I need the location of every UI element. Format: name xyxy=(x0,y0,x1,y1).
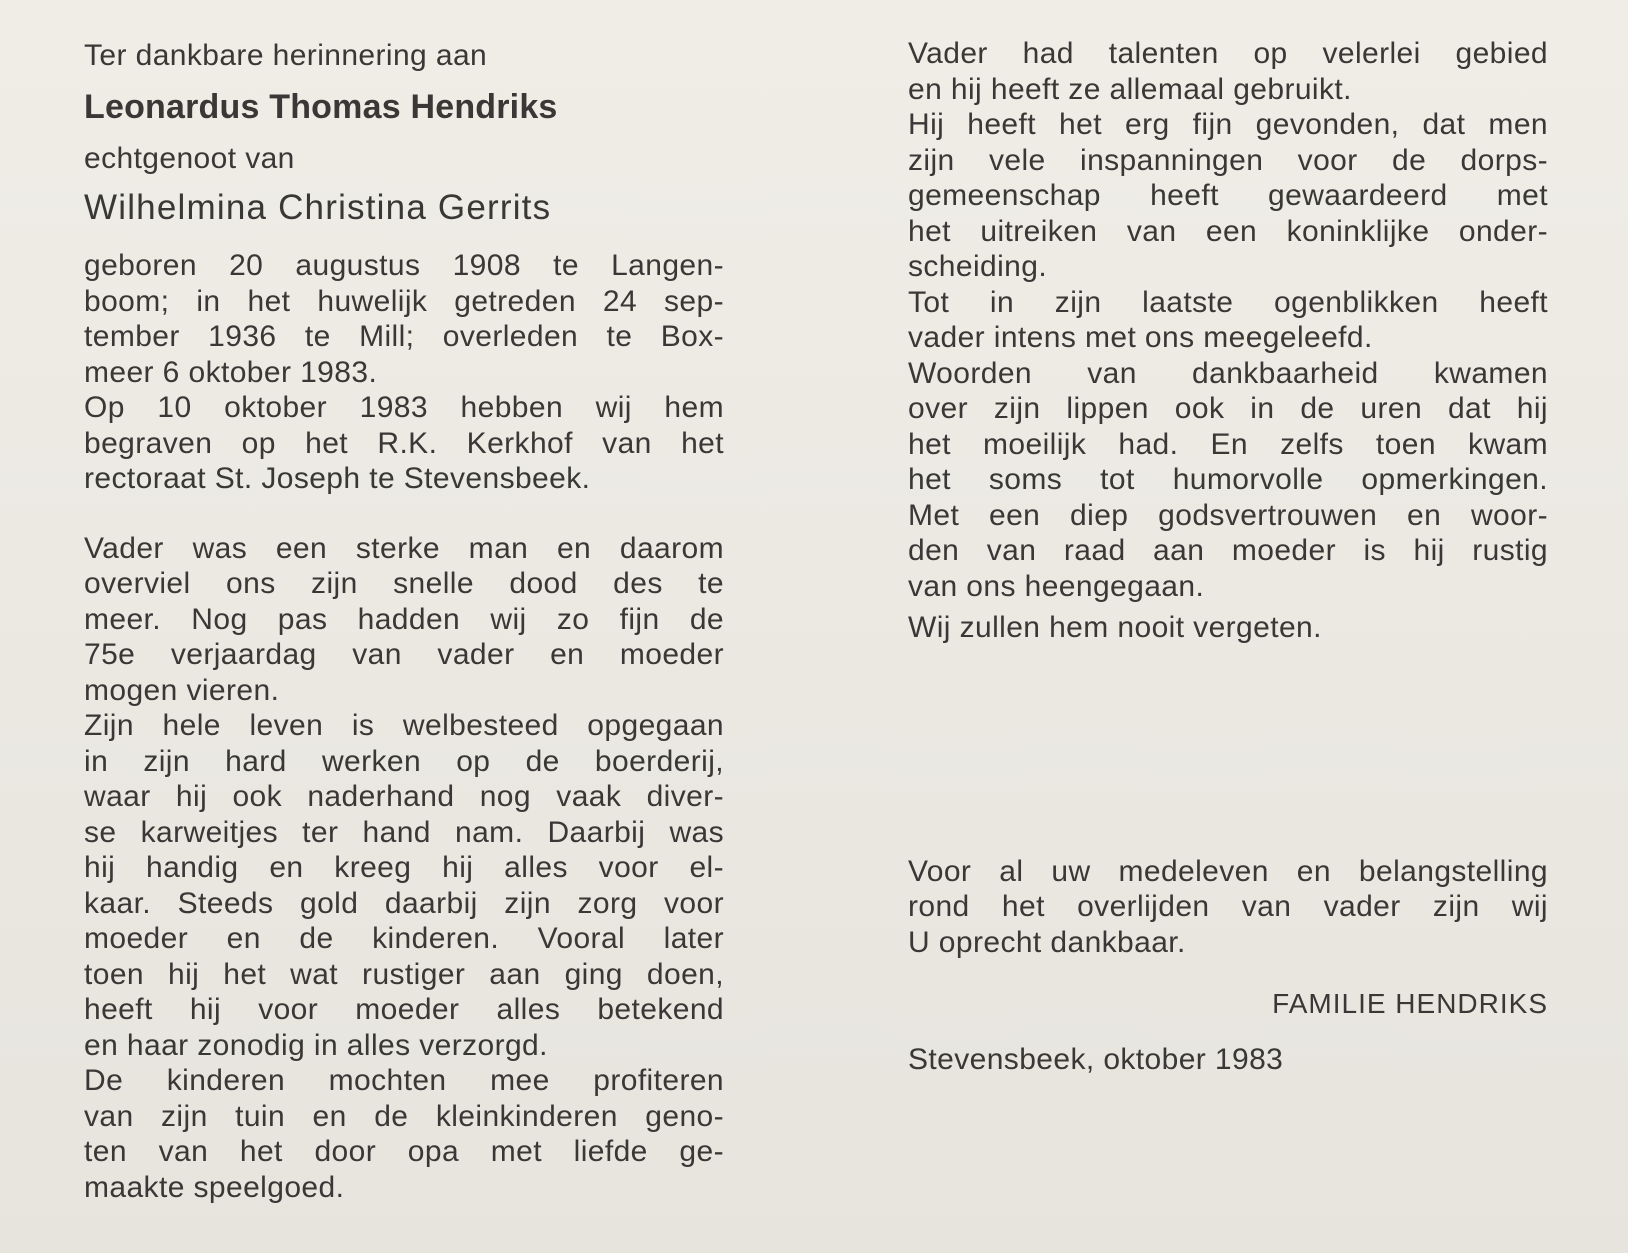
last-moments-paragraph xyxy=(908,285,1548,356)
text-line: geboren 20 augustus 1908 te Langen- xyxy=(84,249,724,282)
thanks-paragraph xyxy=(908,854,1548,961)
text-line: Zijn hele leven is welbesteed opgegaan xyxy=(84,709,724,742)
text-line: hij handig en kreeg hij alles voor el- xyxy=(84,851,724,884)
gratitude-words-paragraph xyxy=(908,356,1548,498)
text-line: het soms tot humorvolle opmerkingen. xyxy=(908,463,1548,496)
text-line: het uitreiken van een koninklijke onder- xyxy=(908,214,1548,248)
family-signature: FAMILIE HENDRIKS xyxy=(1272,988,1548,1019)
life-work-paragraph xyxy=(84,708,724,1063)
talents-paragraph xyxy=(908,36,1548,107)
spouse-prefix: echtgenoot van xyxy=(84,142,295,175)
text-line: boom; in het huwelijk getreden 24 sep- xyxy=(84,284,724,318)
text-line: Met een diep godsvertrouwen en woor- xyxy=(908,498,1548,532)
text-line: waar hij ook naderhand nog vaak diver- xyxy=(84,780,724,813)
strong-man-paragraph xyxy=(84,531,724,709)
text-line: moeder en de kinderen. Vooral later xyxy=(84,922,724,955)
children-paragraph xyxy=(84,1063,724,1205)
text-line: toen hij het wat rustiger aan ging doen, xyxy=(84,957,724,991)
text-line: Tot in zijn laatste ogenblikken heeft xyxy=(908,285,1548,319)
text-line: mogen vieren. xyxy=(84,673,280,707)
text-line: meer. Nog pas hadden wij zo fijn de xyxy=(84,602,724,636)
place-date: Stevensbeek, oktober 1983 xyxy=(908,1043,1284,1076)
text-line: Hij heeft het erg fijn gevonden, dat men xyxy=(908,108,1548,141)
text-line: ten van het door opa met liefde ge- xyxy=(84,1135,724,1168)
text-line: U oprecht dankbaar. xyxy=(908,925,1186,959)
text-line: tember 1936 te Mill; overleden te Box- xyxy=(84,320,724,353)
birth-marriage-death-paragraph xyxy=(84,248,724,390)
text-line: kaar. Steeds gold daarbij zijn zorg voor xyxy=(84,886,724,920)
text-line: se karweitjes ter hand nam. Daarbij was xyxy=(84,815,724,849)
text-line: heeft hij voor moeder alles betekend xyxy=(84,993,724,1026)
text-line: rectoraat St. Joseph te Stevensbeek. xyxy=(84,462,591,495)
text-line: Voor al uw medeleven en belangstelling xyxy=(908,854,1548,888)
closing-line: Wij zullen hem nooit vergeten. xyxy=(908,611,1322,644)
text-line: in zijn hard werken op de boerderij, xyxy=(84,744,724,778)
text-line: rond het overlijden van vader zijn wij xyxy=(908,890,1548,923)
text-line: het moeilijk had. En zelfs toen kwam xyxy=(908,427,1548,461)
left-column xyxy=(84,36,724,1205)
deceased-name: Leonardus Thomas Hendriks xyxy=(84,88,558,126)
text-line: en hij heeft ze allemaal gebruikt. xyxy=(908,72,1352,106)
text-line: meer 6 oktober 1983. xyxy=(84,355,378,389)
text-line: Vader had talenten op velerlei gebied xyxy=(908,37,1548,70)
text-line: maakte speelgoed. xyxy=(84,1170,345,1204)
right-column xyxy=(908,36,1548,1080)
spouse-name: Wilhelmina Christina Gerrits xyxy=(84,188,552,227)
text-line: Woorden van dankbaarheid kwamen xyxy=(908,356,1548,390)
text-line: begraven op het R.K. Kerkhof van het xyxy=(84,426,724,460)
text-line: Op 10 oktober 1983 hebben wij hem xyxy=(84,391,724,424)
faith-paragraph xyxy=(908,498,1548,605)
royal-decoration-paragraph xyxy=(908,107,1548,285)
text-line: vader intens met ons meegeleefd. xyxy=(908,321,1373,354)
text-line: Vader was een sterke man en daarom xyxy=(84,531,724,565)
text-line: en haar zonodig in alles verzorgd. xyxy=(84,1028,548,1062)
text-line: zijn vele inspanningen voor de dorps- xyxy=(908,143,1548,177)
intro-text: Ter dankbare herinnering aan xyxy=(84,39,488,72)
text-line: den van raad aan moeder is hij rustig xyxy=(908,534,1548,567)
text-line: van zijn tuin en de kleinkinderen geno- xyxy=(84,1099,724,1133)
burial-paragraph xyxy=(84,390,724,497)
text-line: over zijn lippen ook in de uren dat hij xyxy=(908,392,1548,425)
text-line: De kinderen mochten mee profiteren xyxy=(84,1064,724,1097)
text-line: van ons heengegaan. xyxy=(908,569,1205,603)
text-line: scheiding. xyxy=(908,250,1048,283)
text-line: 75e verjaardag van vader en moeder xyxy=(84,638,724,671)
text-line: gemeenschap heeft gewaardeerd met xyxy=(908,179,1548,212)
text-line: overviel ons zijn snelle dood des te xyxy=(84,567,724,600)
